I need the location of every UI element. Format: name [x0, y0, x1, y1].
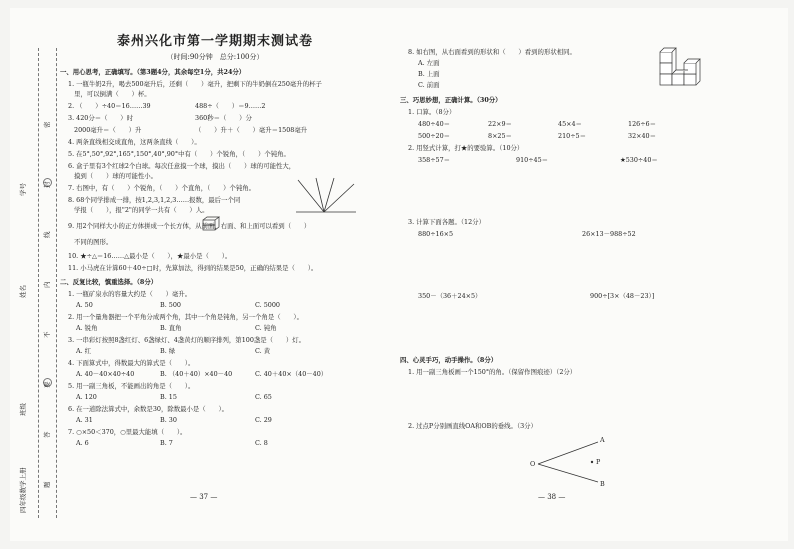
point-label-a: A	[600, 436, 605, 444]
exam-subtitle: （时间:90分钟 总分:100分）	[166, 53, 264, 61]
question-text: 10. ★÷△＝16……△最小是（ ），★最小是（ ）。	[68, 252, 232, 260]
question-text: 3. 420分＝（ ）时	[68, 114, 134, 122]
question-text: 4. 两条直线相交成直角，这两条直线（ ）。	[68, 138, 201, 146]
exam-sheet	[10, 8, 788, 541]
choice-option: B. 上面	[418, 70, 440, 78]
sub-question: 2. 用竖式计算，打★的要验算。（10分）	[408, 144, 524, 152]
point-label-p: P	[596, 458, 601, 466]
choice-question: 2. 用一个量角器把一个平角分成两个角，其中一个角是钝角，另一个角是（ ）。	[68, 313, 303, 321]
question-text: 360秒＝（ ）分	[195, 114, 252, 122]
oral-calc: 500÷20＝	[418, 132, 451, 140]
point-label-b: B	[600, 480, 605, 488]
seal-mark: 要	[43, 381, 51, 388]
question-text: 8. 68个同学排成一排，按1,2,3,1,2,3……报数，最后一个同	[68, 196, 241, 204]
vertical-calc: ★530÷40＝	[620, 156, 658, 164]
choice-option: C. 65	[255, 393, 272, 401]
choice-option: A. 锐角	[76, 324, 98, 332]
choice-question: 4. 下面算式中，得数最大的算式是（ ）。	[68, 359, 195, 367]
choice-option: C. 黄	[255, 347, 271, 355]
choice-question: 6. 在一道除法算式中，余数是30，除数最小是（ ）。	[68, 405, 229, 413]
choice-option: B. 直角	[160, 324, 182, 332]
angle-figure	[294, 176, 358, 216]
exam-title: 泰州兴化市第一学期期末测试卷	[116, 34, 313, 49]
vertical-calc: 358÷57＝	[418, 156, 451, 164]
student-name-label: 姓名	[19, 285, 27, 298]
oral-calc: 210÷5＝	[558, 132, 587, 140]
question-text: 7. 右图中，有（ ）个锐角，（ ）个直角，（ ）个钝角。	[68, 184, 256, 192]
question-text: 1. 一瓶牛奶2升，喝去500毫升后，还剩（ ）毫升，把剩下的牛奶倒在250毫升的杯子	[68, 80, 322, 88]
choice-option: C. 钝角	[255, 324, 277, 332]
binding-line	[56, 48, 57, 518]
choice-option: B. 30	[160, 416, 177, 424]
choice-option: B. 15	[160, 393, 177, 401]
question-text: 里，可以倒满（ ）杯。	[74, 90, 151, 98]
oral-calc: 45×4＝	[558, 120, 582, 128]
choice-option: C. 8	[255, 439, 268, 447]
choice-option: B. （40＋40）×40－40	[160, 370, 233, 378]
class-label: 班级	[19, 403, 27, 416]
oral-calc: 8×25＝	[488, 132, 512, 140]
sub-question: 2. 过点P分别画直线OA和OB的垂线。（3分）	[408, 422, 537, 430]
question-text: 学报（ ），报"2"的同学一共有（ ）人。	[74, 206, 209, 214]
point-label-o: O	[530, 460, 536, 468]
choice-question: 1. 一瓶矿泉水的容量大约是（ ）毫升。	[68, 290, 192, 298]
question-text: 5. 在5°,50°,92°,165°,150°,40°,90°中有（ ）个锐角，（ ）个钝角。	[68, 150, 290, 158]
choice-option: A. 6	[76, 439, 89, 447]
oral-calc: 22×9＝	[488, 120, 512, 128]
seal-mark: 内	[43, 281, 51, 288]
choice-option: B. 绿	[160, 347, 176, 355]
page-number-left: — 37 —	[190, 493, 218, 501]
student-id-label: 学号	[19, 183, 27, 196]
seal-mark: 答	[43, 431, 51, 438]
choice-option: A. 31	[76, 416, 93, 424]
cuboid-figure	[202, 216, 220, 232]
choice-option: A. 50	[76, 301, 93, 309]
seal-mark: 密	[43, 121, 51, 128]
choice-option: A. 左面	[418, 59, 440, 67]
section-4-heading: 四、心灵手巧，动手操作。（8分）	[400, 356, 498, 364]
seal-mark: 题	[43, 481, 51, 488]
page-number-right: — 38 —	[538, 493, 566, 501]
section-3-heading: 三、巧思妙想，正确计算。（30分）	[400, 96, 502, 104]
choice-option: C. 前面	[418, 81, 440, 89]
seal-mark: 不	[43, 331, 51, 338]
choice-option: B. 500	[160, 301, 181, 309]
choice-option: C. 5000	[255, 301, 280, 309]
question-text: （ ）升＋（ ）毫升＝1508毫升	[195, 126, 308, 134]
cube-stack-figure	[656, 46, 714, 88]
question-text: 摸到（ ）球的可能性小。	[74, 172, 158, 180]
choice-option: C. 29	[255, 416, 272, 424]
oral-calc: 480÷40＝	[418, 120, 451, 128]
sub-question: 1. 口算。（8分）	[408, 108, 456, 116]
sub-question: 1. 用一副三角板画一个150°的角。（保留作图痕迹）（2分）	[408, 368, 577, 376]
question-text: 2. （ ）÷40＝16……39	[68, 102, 151, 110]
question-text: 9. 用2个同样大小的正方体拼成一个长方体，从前面、右面、和上面可以看到（ ）	[68, 222, 311, 230]
expression: 880÷16×5	[418, 230, 454, 238]
expression: 900÷[3×（48－23）]	[590, 292, 655, 300]
choice-question: 3. 一串彩灯按照8盏红灯、6盏绿灯、4盏黄灯的顺序排列，第100盏是（ ）灯。	[68, 336, 306, 344]
question-text: 2000毫升＝（ ）升	[74, 126, 142, 134]
oral-calc: 126÷6＝	[628, 120, 657, 128]
question-text: 6. 盒子里有3个红球2个白球。每次任意摸一个球，摸出（ ）球的可能性大，	[68, 162, 296, 170]
expression: 350－（36＋24×5）	[418, 292, 482, 300]
expression: 26×13－988÷52	[582, 230, 636, 238]
section-1-heading: 一、用心思考，正确填写。（第3题4分，其余每空1分，共24分）	[60, 68, 246, 76]
question-text: 488÷（ ）＝9……2	[195, 102, 266, 110]
choice-question: 7. ○×50＜370，○里最大能填（ ）。	[68, 428, 187, 436]
vertical-calc: 910÷45＝	[516, 156, 549, 164]
choice-option: B. 7	[160, 439, 173, 447]
choice-question: 5. 用一副三角板，不能画出的角是（ ）。	[68, 382, 195, 390]
section-2-heading: 二、反复比较，慎重选择。（8分）	[60, 278, 158, 286]
subject-label: 四年级数学上册	[19, 467, 27, 513]
question-text: 不同的图形。	[74, 238, 113, 246]
question-text: 11. 小马虎在计算60＋40÷□时，先算加法，得到的结果是50，正确的结果是（ ）。	[68, 264, 318, 272]
sub-question: 3. 计算下面各题。（12分）	[408, 218, 485, 226]
question-text: 8. 如右图，从右面看到的形状和（ ）看到的形状相同。	[408, 48, 576, 56]
binding-line	[38, 48, 39, 518]
oral-calc: 32×40＝	[628, 132, 657, 140]
choice-option: A. 120	[76, 393, 97, 401]
seal-mark: 线	[43, 231, 51, 238]
seal-mark: 封	[43, 181, 51, 188]
choice-option: C. 40＋40×（40－40）	[255, 370, 328, 378]
choice-option: A. 红	[76, 347, 92, 355]
choice-option: A. 40－40×40÷40	[76, 370, 135, 378]
